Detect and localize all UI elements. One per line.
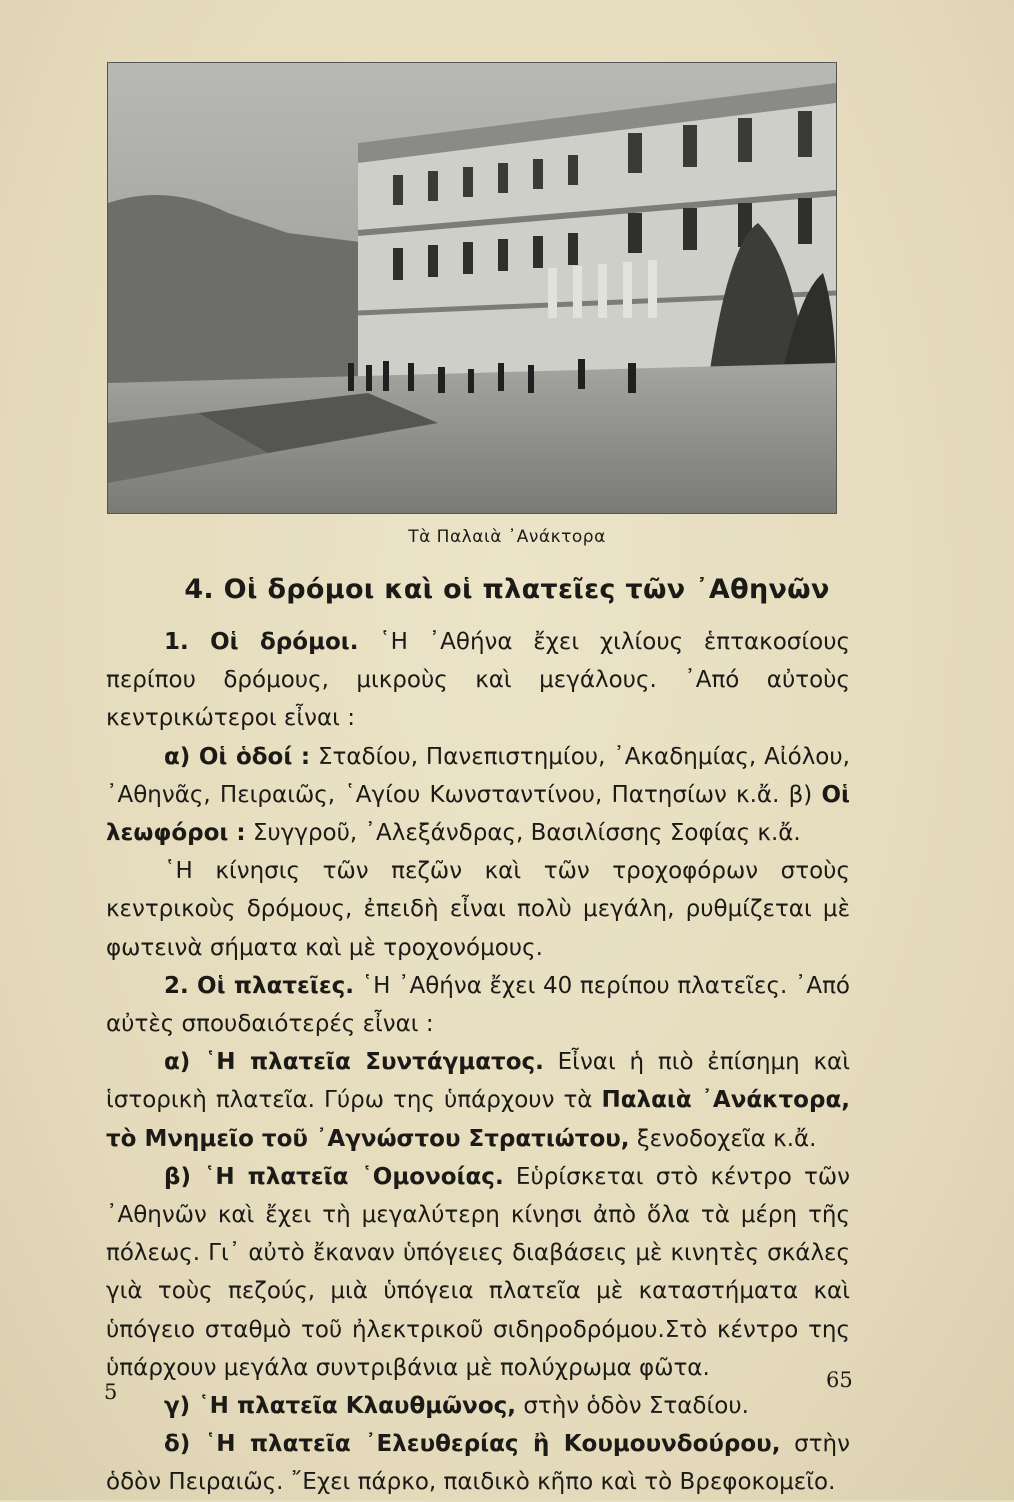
eleftherias-heading: δ) ῾Η πλατεῖα ᾿Ελευθερίας ἢ Κουμουνδούρου, [164, 1431, 781, 1458]
section-title: 4. Οἱ δρόμοι καὶ οἱ πλατεῖες τῶν ᾿Αθηνῶν [184, 574, 830, 605]
squares-text: ῾Η ᾿Αθήνα ἔχει 40 περίπου πλατεῖες. ᾿Από αὐτὲς σπουδαιότερές εἶναι : [106, 972, 850, 1038]
streets-heading: 1. Οἱ δρόμοι. [164, 629, 359, 655]
streets-paragraph [106, 623, 850, 738]
odoi-list: Σταδίου, Πανεπιστημίου, ᾿Ακαδημίας, Αἰόλου, ᾿Αθηνᾶς, Πειραιῶς, ῾Αγίου Κωνσταντίνου, Πατησίων κ.ἄ. β) [106, 743, 850, 808]
syntagma-hotels: ξενοδοχεῖα κ.ἄ. [629, 1125, 817, 1152]
signature-mark: 5 [104, 1380, 118, 1404]
building-photo-icon [108, 63, 836, 513]
klafthmonos-heading: γ) ῾Η πλατεῖα Κλαυθμῶνος, [164, 1393, 517, 1420]
leoforoi-list: Συγγροῦ, ᾿Αλεξάνδρας, Βασιλίσσης Σοφίας κ.ἄ. [245, 820, 801, 847]
page-number: 65 [826, 1368, 853, 1392]
odoi-heading: α) Οἱ ὁδοί : [164, 743, 311, 770]
old-palace-photo [107, 62, 837, 514]
syntagma-paragraph [106, 1043, 850, 1158]
klafthmonos-text: στὴν ὁδὸν Σταδίου. [516, 1393, 749, 1420]
body-text [106, 623, 850, 1502]
main-streets-paragraph [106, 738, 850, 853]
streets-text: ῾Η ᾿Αθήνα ἔχει χιλίους ἑπτακοσίους περίπου δρόμους, μικροὺς καὶ μεγάλους. ᾿Από αὐτοὺς κεντρικώτεροι εἶναι : [106, 629, 850, 732]
photo-caption: Τὰ Παλαιὰ ᾿Ανάκτορα [408, 527, 606, 547]
omonoia-text: Εὑρίσκεται στὸ κέντρο τῶν ᾿Αθηνῶν καὶ ἔχει τὴ μεγαλύτερη κίνησι ἀπὸ ὅλα τὰ μέρη τῆς πόλεως. Γι᾿ αὐτὸ ἔκαναν ὑπόγειες διαβάσεις μὲ κινητὲς σκάλες γιὰ τοὺς πεζούς, μιὰ ὑπόγεια πλατεῖα μὲ καταστήματα καὶ ὑπόγειο σταθμὸ τοῦ ἠλεκτρικοῦ σιδηροδρόμου.Στὸ κέντρο της ὑπάρχουν μεγάλα συντριβάνια μὲ πολύχρωμα φῶτα. [106, 1163, 850, 1381]
syntagma-landmarks: Παλαιὰ ᾿Ανάκτορα, τὸ Μνημεῖο τοῦ ᾿Αγνώστου Στρατιώτου, [106, 1087, 850, 1152]
omonoia-heading: β) ῾Η πλατεῖα ῾Ομονοίας. [164, 1163, 504, 1190]
syntagma-heading: α) ῾Η πλατεῖα Συντάγματος. [164, 1049, 544, 1076]
squares-paragraph [106, 967, 850, 1043]
leoforoi-heading: Οἱ λεωφόροι : [106, 781, 850, 847]
traffic-paragraph: ῾Η κίνησις τῶν πεζῶν καὶ τῶν τροχοφόρων στοὺς κεντρικοὺς δρόμους, ἐπειδὴ εἶναι πολὺ μεγάλη, ρυθμίζεται μὲ φωτεινὰ σήματα καὶ μὲ τροχονόμους. [106, 858, 850, 961]
klafthmonos-paragraph [106, 1387, 850, 1425]
squares-heading: 2. Οἱ πλατεῖες. [164, 972, 354, 999]
eleftherias-paragraph [106, 1425, 850, 1501]
eleftherias-text: στὴν ὁδὸν Πειραιῶς. ῎Εχει πάρκο, παιδικὸ κῆπο καὶ τὸ Βρεφοκομεῖο. [106, 1431, 850, 1496]
syntagma-text: Εἶναι ἡ πιὸ ἐπίσημη καὶ ἱστορικὴ πλατεῖα. Γύρω της ὑπάρχουν τὰ [106, 1049, 850, 1114]
omonoia-paragraph [106, 1158, 850, 1387]
